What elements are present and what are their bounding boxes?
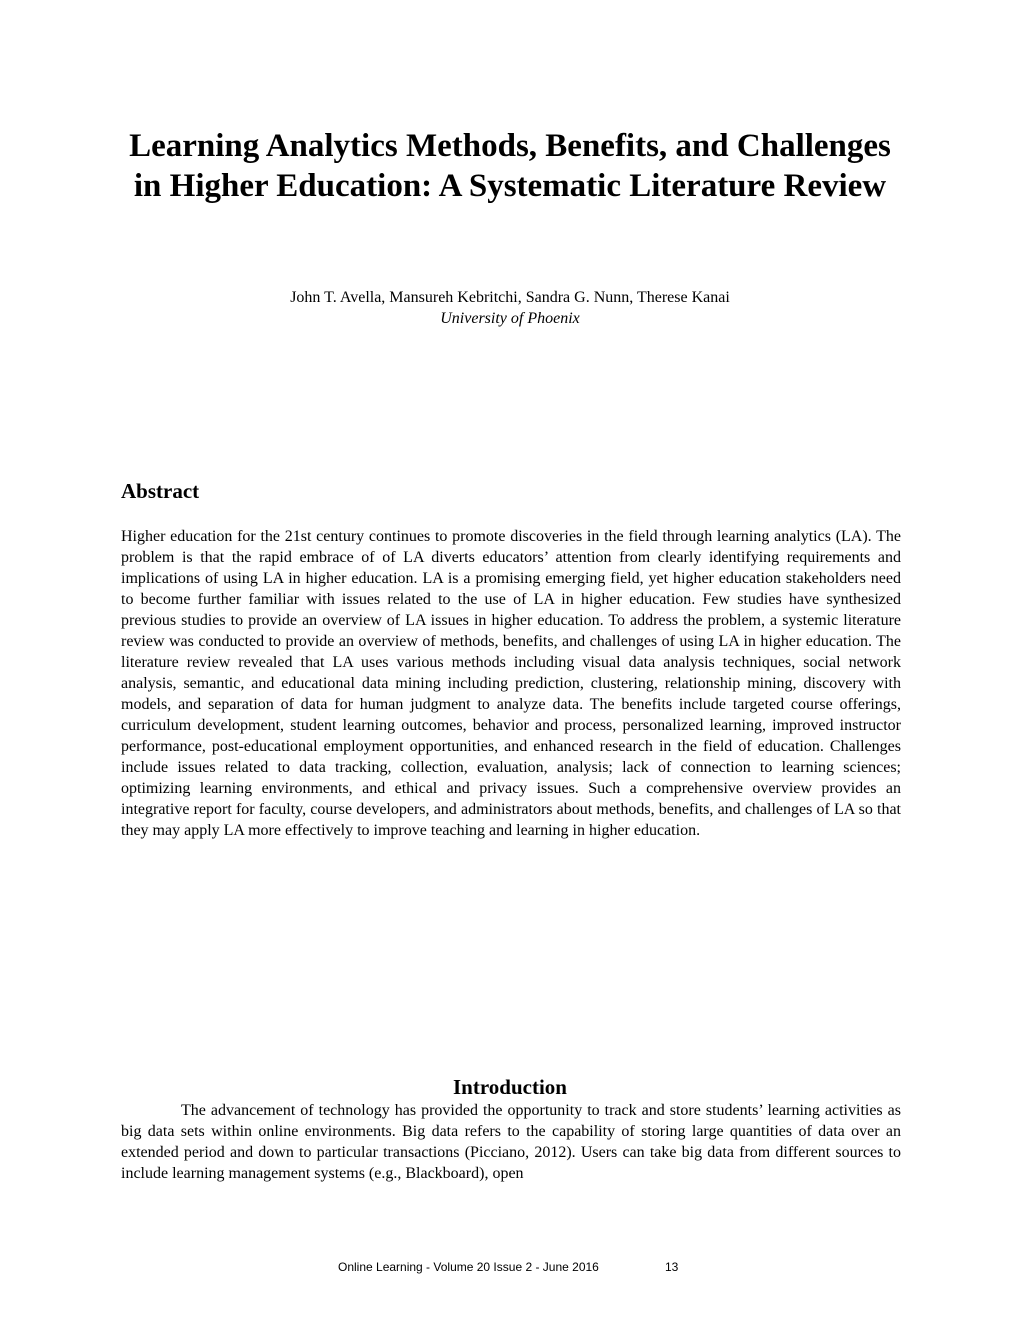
paper-title-line: in Higher Education: A Systematic Literature Review [133, 168, 887, 204]
page-number: 13 [665, 1260, 679, 1274]
introduction-heading: Introduction [453, 1075, 567, 1099]
paper-title-line: Learning Analytics Methods, Benefits, and Challenges [129, 128, 891, 164]
paper-title [100, 126, 920, 206]
abstract-heading: Abstract [121, 479, 200, 503]
abstract-text: Higher education for the 21st century continues to promote discoveries in the field through learning analytics (LA). The problem is that the rapid embrace of of LA diverts educators’ attention from clearly identifying requirements and implications of using LA in higher education. LA is a promising emerging field, yet higher education stakeholders need to become further familiar with issues related to the use of LA in higher education. Few studies have synthesized previous studies to provide an overview of LA issues in higher education. To address the problem, a systemic literature review was conducted to provide an overview of methods, benefits, and challenges of using LA in higher education. The literature review revealed that LA uses various methods including visual data analysis techniques, social network analysis, semantic, and educational data mining including prediction, clustering, relationship mining, discovery with models, and separation of data for human judgment to analyze data. The benefits include targeted course offerings, curriculum development, student learning outcomes, behavior and process, personalized learning, improved instructor performance, post-educational employment opportunities, and enhanced research in the field of education. Challenges include issues related to data tracking, collection, evaluation, analysis; lack of connection to learning sciences; optimizing learning environments, and ethical and privacy issues. Such a comprehensive overview provides an integrative report for faculty, course developers, and administrators about methods, benefits, and challenges of LA so that they may apply LA more effectively to improve teaching and learning in higher education. [121, 528, 901, 839]
journal-citation: Online Learning - Volume 20 Issue 2 - June 2016 [338, 1260, 599, 1274]
author-affiliation: University of Phoenix [440, 310, 580, 327]
introduction-text: The advancement of technology has provided the opportunity to track and store students’ learning activities as big data sets within online environments. Big data refers to the capability of storing large quantities of data over an extended period and down to particular transactions (Picciano, 2012). Users can take big data from different sources to include learning management systems (e.g., Blackboard), open [121, 1102, 901, 1182]
author-list: John T. Avella, Mansureh Kebritchi, Sandra G. Nunn, Therese Kanai [290, 289, 730, 306]
